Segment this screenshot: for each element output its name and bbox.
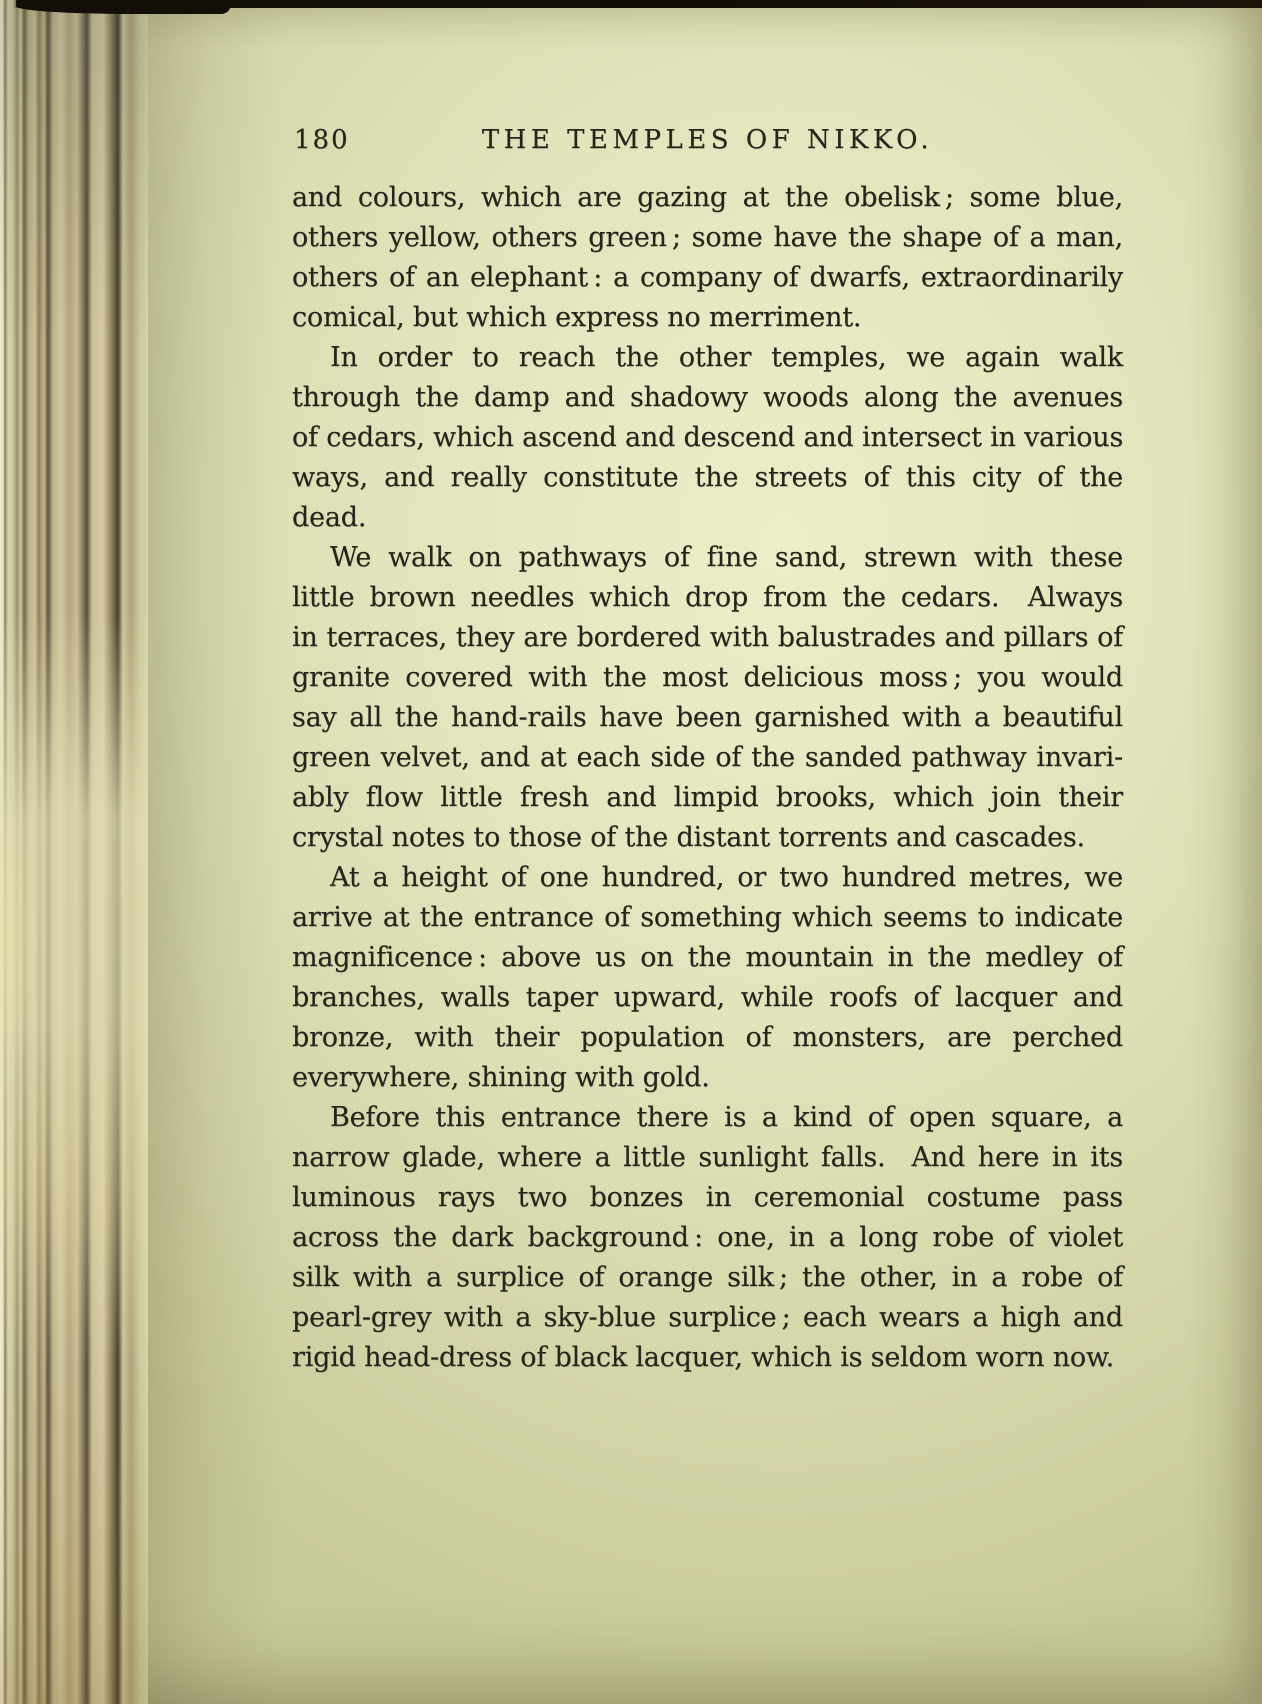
text-line: in terraces, they are bordered with balustrades and pillars of bbox=[292, 622, 1123, 653]
text-line: silk with a surplice of orange silk ; the other, in a robe of bbox=[292, 1262, 1123, 1293]
gutter-shadow bbox=[148, 0, 283, 1704]
body-text bbox=[292, 178, 1123, 1378]
text-line: and colours, which are gazing at the obelisk ; some blue, bbox=[292, 182, 1123, 213]
text-line: arrive at the entrance of something which seems to indicate bbox=[292, 902, 1123, 933]
text-line: In order to reach the other temples, we again walk bbox=[330, 342, 1123, 373]
text-line: comical, but which express no merriment. bbox=[292, 302, 862, 333]
text-line: crystal notes to those of the distant torrents and cascades. bbox=[292, 822, 1085, 853]
page-header bbox=[292, 124, 1123, 158]
text-line: others of an elephant : a company of dwarfs, extraordinarily bbox=[292, 262, 1123, 293]
text-line: ably flow little fresh and limpid brooks, which join their bbox=[292, 782, 1123, 813]
text-line: bronze, with their population of monsters, are perched bbox=[292, 1022, 1123, 1053]
text-line: Before this entrance there is a kind of open square, a bbox=[330, 1102, 1123, 1133]
text-line: pearl-grey with a sky-blue surplice ; each wears a high and bbox=[292, 1302, 1123, 1333]
text-line: granite covered with the most delicious moss ; you would bbox=[292, 662, 1123, 693]
text-line: across the dark background : one, in a long robe of violet bbox=[292, 1222, 1123, 1253]
text-line: through the damp and shadowy woods along the avenues bbox=[292, 382, 1123, 413]
text-line: At a height of one hundred, or two hundred metres, we bbox=[330, 862, 1123, 893]
text-line: We walk on pathways of fine sand, strewn with these bbox=[330, 542, 1123, 573]
running-title: THE TEMPLES OF NIKKO. bbox=[481, 125, 934, 155]
text-line: dead. bbox=[292, 502, 367, 533]
page-content bbox=[292, 0, 1123, 1378]
text-line: narrow glade, where a little sunlight falls. And here in its bbox=[292, 1142, 1123, 1173]
text-line: everywhere, shining with gold. bbox=[292, 1062, 710, 1093]
text-line: say all the hand-rails have been garnished with a beautiful bbox=[292, 702, 1123, 733]
text-line: ways, and really constitute the streets of this city of the bbox=[292, 462, 1123, 493]
text-line: branches, walls taper upward, while roofs of lacquer and bbox=[292, 982, 1123, 1013]
text-line: luminous rays two bonzes in ceremonial costume pass bbox=[292, 1182, 1123, 1213]
text-line: others yellow, others green ; some have the shape of a man, bbox=[292, 222, 1123, 253]
text-line: green velvet, and at each side of the sanded pathway invari- bbox=[292, 742, 1123, 773]
page-number: 180 bbox=[294, 125, 350, 155]
page-edges bbox=[0, 0, 148, 1704]
text-line: of cedars, which ascend and descend and intersect in various bbox=[292, 422, 1124, 453]
text-line: little brown needles which drop from the cedars. Always bbox=[292, 582, 1123, 613]
text-line: rigid head-dress of black lacquer, which is seldom worn now. bbox=[292, 1342, 1115, 1373]
text-line: magnificence : above us on the mountain in the medley of bbox=[292, 942, 1123, 973]
